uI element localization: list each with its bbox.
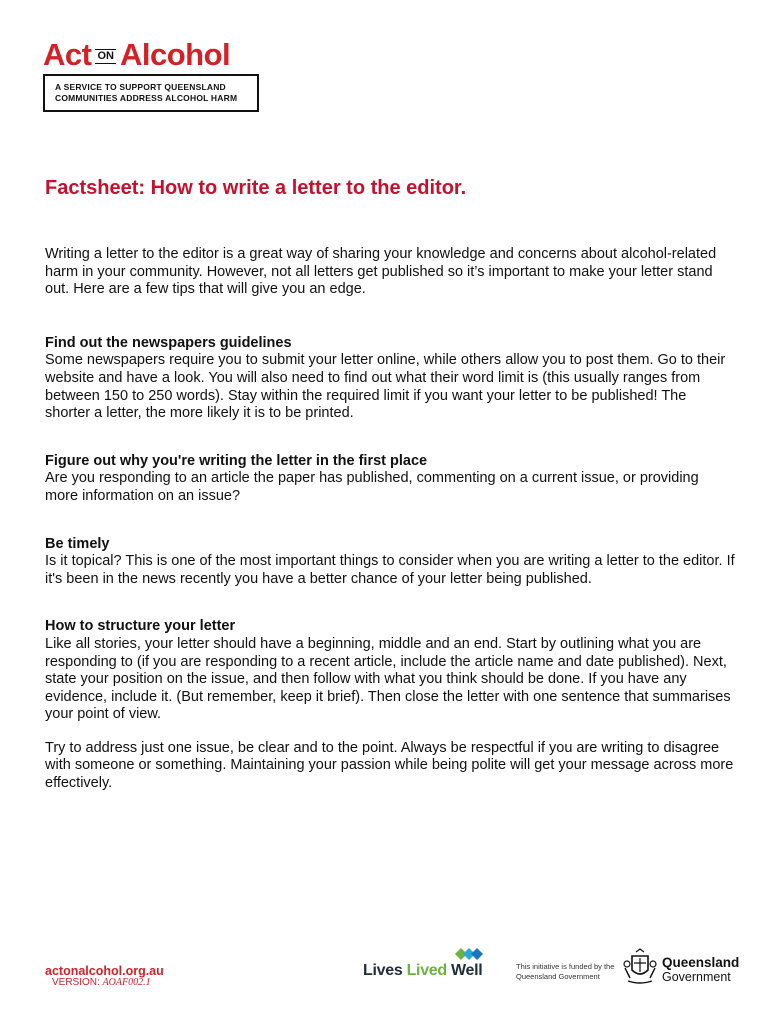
section-body: Are you responding to an article the paper has published, commenting on a current issue, or providing more information on an issue? bbox=[45, 470, 699, 504]
funding-line2: Queensland Government bbox=[516, 972, 600, 981]
page-title: Factsheet: How to write a letter to the editor. bbox=[45, 177, 467, 199]
logo-word-act: Act bbox=[43, 37, 92, 72]
queensland-government-logo bbox=[622, 948, 740, 988]
section-why-writing bbox=[45, 453, 735, 506]
section-heading: Figure out why you're writing the letter in the first place bbox=[45, 452, 428, 469]
logo-word-alcohol: Alcohol bbox=[119, 37, 231, 72]
version-code: AOAF002.1 bbox=[102, 977, 151, 988]
factsheet-body bbox=[45, 246, 735, 793]
logo-tagline-line2: COMMUNITIES ADDRESS ALCOHOL HARM bbox=[55, 93, 238, 103]
lives-lived-well-logo bbox=[363, 946, 493, 982]
queensland-government-wordmark bbox=[662, 956, 739, 984]
section-body: Like all stories, your letter should have a beginning, middle and an end. Start by outlining what you are responding to (if you are responding to a recent article, include the article name and date published). Next, state your position on the issue, and then follow with what you think should be done. If you have any evidence, include it. (But remember, keep it brief). Then close the letter with one sentence that summarises your point of view. bbox=[45, 635, 731, 723]
llw-word-lived: Lived bbox=[406, 962, 447, 979]
llw-word-well: Well bbox=[451, 962, 483, 979]
section-heading: Find out the newspapers guidelines bbox=[45, 334, 292, 351]
logo-tagline-line1: A SERVICE TO SUPPORT QUEENSLAND bbox=[55, 82, 226, 92]
funding-line1: This initiative is funded by the bbox=[516, 962, 615, 971]
logo-wordmark bbox=[43, 36, 265, 70]
section-guidelines bbox=[45, 335, 735, 423]
lives-lived-well-wordmark bbox=[363, 962, 482, 980]
llw-word-lives: Lives bbox=[363, 962, 403, 979]
funding-statement bbox=[516, 962, 614, 982]
closing-paragraph: Try to address just one issue, be clear and to the point. Always be respectful if you are writing to disagree with someone or something. Maintaining your passion while being polite will get your message across more effectively. bbox=[45, 739, 734, 792]
qld-word-queensland: Queensland bbox=[662, 955, 740, 970]
section-heading: How to structure your letter bbox=[45, 618, 236, 635]
section-be-timely bbox=[45, 536, 735, 589]
section-body: Is it topical? This is one of the most important things to consider when you are writing a letter to the editor. If it's been in the news recently you have a better chance of your letter being published. bbox=[45, 553, 735, 587]
section-body: Some newspapers require you to submit your letter online, while others allow you to post them. Go to their website and have a look. You will also need to find out what their word limit is (this usually ranges from between 150 to 250 words). Stay within the required limit if you want your letter to be published! The shorter a letter, the more likely it is to be printed. bbox=[45, 352, 726, 422]
version-prefix: VERSION: bbox=[52, 977, 103, 988]
section-heading: Be timely bbox=[45, 535, 110, 552]
intro-paragraph: Writing a letter to the editor is a great way of sharing your knowledge and concerns about alcohol-related harm in your community. However, not all letters get published so it’s important to make your letter stand out. Here are a few tips that will give you an edge. bbox=[45, 246, 717, 298]
act-on-alcohol-logo bbox=[43, 36, 265, 112]
logo-tagline-box bbox=[43, 74, 259, 112]
section-structure bbox=[45, 618, 735, 724]
queensland-crest-icon bbox=[622, 948, 658, 986]
qld-word-government: Government bbox=[662, 970, 731, 984]
version-label bbox=[52, 977, 151, 989]
logo-word-on: ON bbox=[97, 50, 114, 62]
website-link[interactable]: actonalcohol.org.au bbox=[45, 964, 164, 978]
